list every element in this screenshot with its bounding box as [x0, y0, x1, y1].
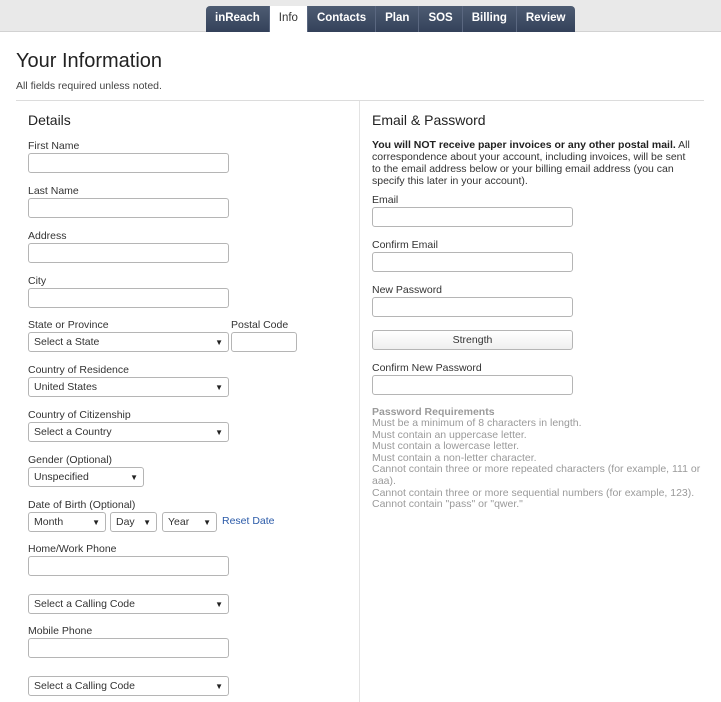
confirm-email-label: Confirm Email	[372, 239, 438, 251]
dob-day-select[interactable]	[110, 512, 157, 532]
reset-date-link[interactable]: Reset Date	[222, 515, 275, 527]
home-phone-input[interactable]	[28, 556, 229, 576]
mobile-calling-code-select[interactable]	[28, 676, 229, 696]
password-requirements-list	[372, 418, 702, 511]
mobile-phone-label: Mobile Phone	[28, 625, 93, 637]
country-citizenship-select[interactable]	[28, 422, 229, 442]
requirement-item: Must contain a lowercase letter.	[372, 440, 520, 453]
notice-bold-text: You will NOT receive paper invoices or any other postal mail.	[372, 139, 676, 151]
email-password-heading: Email & Password	[372, 112, 486, 128]
country-residence-select[interactable]	[28, 377, 229, 397]
tab-plan[interactable]: Plan	[376, 6, 419, 32]
dob-year-value: Year	[168, 516, 190, 528]
requirement-item: Cannot contain three or more repeated characters (for example, 111 or aaa).	[372, 463, 701, 487]
chevron-down-icon: ▼	[143, 518, 151, 527]
dob-month-value: Month	[34, 516, 64, 528]
tab-info[interactable]: Info	[270, 6, 308, 32]
dob-year-select[interactable]	[162, 512, 217, 532]
chevron-down-icon: ▼	[215, 428, 223, 437]
new-password-label: New Password	[372, 284, 443, 296]
tab-sos[interactable]: SOS	[419, 6, 462, 32]
city-label: City	[28, 275, 47, 287]
confirm-email-input[interactable]	[372, 252, 573, 272]
tab-contacts[interactable]: Contacts	[308, 6, 376, 32]
first-name-input[interactable]	[28, 153, 229, 173]
gender-select[interactable]	[28, 467, 144, 487]
chevron-down-icon: ▼	[203, 518, 211, 527]
chevron-down-icon: ▼	[215, 383, 223, 392]
notice-text: All correspondence about your account, including invoices, will be sent to the email address below or your billing email address (you can specify this later in your account).	[372, 139, 690, 187]
address-input[interactable]	[28, 243, 229, 263]
password-requirements-title: Password Requirements	[372, 406, 495, 418]
chevron-down-icon: ▼	[215, 682, 223, 691]
requirement-item: Must be a minimum of 8 characters in length.	[372, 417, 582, 429]
email-input[interactable]	[372, 207, 573, 227]
country-residence-value: United States	[34, 381, 98, 393]
dob-day-value: Day	[116, 516, 135, 528]
home-calling-code-value: Select a Calling Code	[34, 598, 135, 610]
address-label: Address	[28, 230, 67, 242]
dob-month-select[interactable]	[28, 512, 106, 532]
requirement-item: Must contain a non-letter character.	[372, 451, 537, 464]
country-citizenship-value: Select a Country	[34, 426, 112, 438]
country-residence-label: Country of Residence	[28, 364, 129, 376]
email-label: Email	[372, 194, 399, 206]
chevron-down-icon: ▼	[130, 473, 138, 482]
new-password-input[interactable]	[372, 297, 573, 317]
password-strength-indicator: Strength	[372, 330, 573, 350]
chevron-down-icon: ▼	[215, 338, 223, 347]
confirm-password-input[interactable]	[372, 375, 573, 395]
tab-billing[interactable]: Billing	[463, 6, 517, 32]
top-navigation-bar	[0, 0, 721, 32]
first-name-label: First Name	[28, 140, 80, 152]
column-divider	[359, 101, 360, 702]
page-title: Your Information	[16, 50, 163, 72]
section-divider	[16, 100, 704, 101]
details-heading: Details	[28, 112, 71, 128]
home-calling-code-select[interactable]	[28, 594, 229, 614]
tab-review[interactable]: Review	[525, 12, 566, 24]
home-phone-label: Home/Work Phone	[28, 543, 117, 555]
confirm-password-label: Confirm New Password	[372, 362, 482, 374]
postal-code-label: Postal Code	[231, 319, 289, 331]
city-input[interactable]	[28, 288, 229, 308]
dob-label: Date of Birth (Optional)	[28, 499, 136, 511]
chevron-down-icon: ▼	[92, 518, 100, 527]
gender-value: Unspecified	[34, 471, 89, 483]
postal-code-input[interactable]	[231, 332, 297, 352]
requirement-item: Cannot contain "pass" or "qwer."	[372, 498, 523, 511]
gender-label: Gender (Optional)	[28, 454, 113, 466]
state-select[interactable]	[28, 332, 229, 352]
postal-mail-notice	[372, 139, 692, 187]
tab-inreach[interactable]: inReach	[206, 6, 270, 32]
mobile-phone-input[interactable]	[28, 638, 229, 658]
state-label: State or Province	[28, 319, 109, 331]
page-subtitle: All fields required unless noted.	[16, 80, 162, 92]
mobile-calling-code-value: Select a Calling Code	[34, 680, 135, 692]
requirement-item: Cannot contain three or more sequential numbers (for example, 123).	[372, 486, 695, 499]
requirement-item: Must contain an uppercase letter.	[372, 428, 527, 441]
last-name-input[interactable]	[28, 198, 229, 218]
chevron-down-icon: ▼	[215, 600, 223, 609]
last-name-label: Last Name	[28, 185, 79, 197]
step-tabs	[206, 6, 575, 32]
state-select-value: Select a State	[34, 336, 100, 348]
country-citizenship-label: Country of Citizenship	[28, 409, 131, 421]
